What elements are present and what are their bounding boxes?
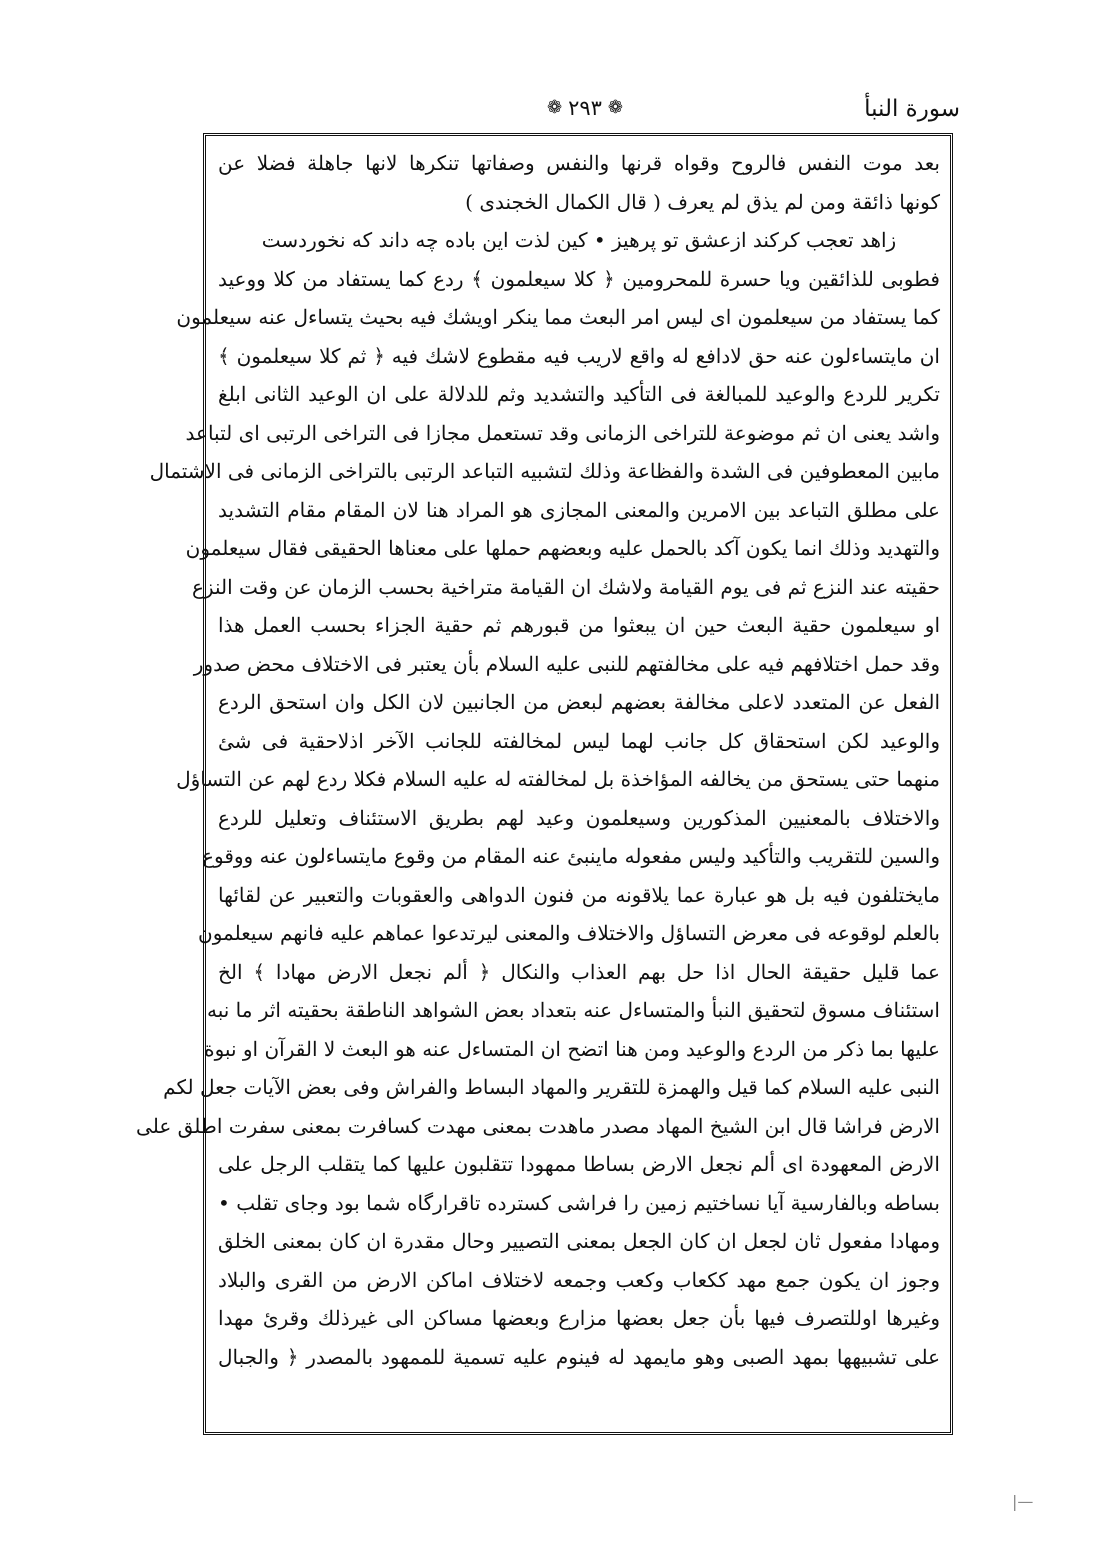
text-line: بالعلم لوقوعه فى معرض التساؤل والاختلاف والمعنى ليرتدعوا عماهم عليه فانهم سيعلمون	[198, 921, 940, 945]
text-line: عما قليل حقيقة الحال اذا حل بهم العذاب والنكال ﴿ ألم نجعل الارض مهادا ﴾ الخ	[218, 959, 940, 984]
page-number-block	[530, 96, 640, 120]
page-header	[200, 96, 960, 128]
text-line: مايختلفون فيه بل هو عبارة عما يلاقونه من فنون الدواهى والعقوبات والتعبير عن لقائها	[218, 882, 940, 907]
text-line: والتهديد وذلك انما يكون آكد بالحمل عليه وبعضهم حملها على معناها الحقيقى فقال سيعلمون	[185, 536, 940, 560]
ornament-icon: ❁	[546, 97, 563, 118]
text-line: على تشبيهها بمهد الصبى وهو مايمهد له فينوم عليه تسمية للممهود بالمصدر ﴿ والجبال	[218, 1344, 940, 1369]
text-line: واشد يعنى ان ثم موضوعة للتراخى الزمانى وقد تستعمل مجازا فى التراخى الرتبى اى لتباعد	[185, 420, 940, 445]
text-line: او سيعلمون حقية البعث حين ان يبعثوا من قبورهم ثم حقية الجزاء بحسب العمل هذا	[218, 613, 940, 637]
text-line: منهما حتى يستحق من يخالفه المؤاخذة بل لمخالفته له عليه السلام فكلا ردع لهم عن التساؤل	[176, 767, 940, 791]
text-line: والوعيد لكن استحقاق كل جانب لهما ليس لمخالفته للجانب الآخر اذلاحقية فى شئ	[218, 728, 940, 753]
surah-title: سورة النبأ	[864, 96, 960, 122]
text-line: النبى عليه السلام كما قيل والهمزة للتقرير والمهاد البساط والفراش وفى بعض الآيات جعل لكم	[163, 1075, 940, 1099]
text-line: عليها بما ذكر من الردع والوعيد ومن هنا اتضح ان المتساءل عنه هو البعث لا القرآن او نبوة	[204, 1036, 940, 1061]
text-line: الارض المعهودة اى ألم نجعل الارض بساطا ممهودا تتقلبون عليها كما يتقلب الرجل على	[218, 1152, 940, 1176]
text-line: ان مايتساءلون عنه حق لادافع له واقع لاريب فيه مقطوع لاشك فيه ﴿ ثم كلا سيعلمون ﴾	[218, 343, 940, 368]
text-line: استئناف مسوق لتحقيق النبأ والمتساءل عنه بتعداد بعض الشواهد الناطقة بحقيته اثر ما نبه	[206, 998, 940, 1022]
text-line: وغيرها اوللتصرف فيها بأن جعل بعضها مزارع وبعضها مساكن الى غيرذلك وقرئ مهدا	[218, 1306, 940, 1330]
text-line: على مطلق التباعد بين الامرين والمعنى المجازى هو المراد هنا لان المقام مقام التشديد	[218, 497, 940, 522]
text-body	[136, 144, 940, 1376]
text-line: تكرير للردع والوعيد للمبالغة فى التأكيد والتشديد وثم للدلالة على ان الوعيد الثانى ابلغ	[218, 382, 940, 406]
text-line: مابين المعطوفين فى الشدة والفظاعة وذلك لتشبيه التباعد الرتبى بالتراخى الزمانى فى الاشتمال	[149, 459, 940, 483]
text-line: الفعل عن المتعدد لاعلى مخالفة بعضهم لبعض من الجانبين لان الكل وان استحق الردع	[218, 690, 940, 714]
persian-verse-line: زاهد تعجب كركند ازعشق تو پرهيز • كين لذت اين باده چه داند كه نخوردست	[261, 228, 897, 252]
text-line: فطوبى للذائقين ويا حسرة للمحرومين ﴿ كلا سيعلمون ﴾ ردع كما يستفاد من كلا ووعيد	[218, 266, 940, 291]
text-line: كونها ذائقة ومن لم يذق لم يعرف ( قال الكمال الخجندى )	[465, 189, 940, 214]
ornament-icon: ❁	[607, 97, 624, 118]
text-line: وقد حمل اختلافهم فيه على مخالفتهم للنبى عليه السلام بأن يعتبر فى الاختلاف محض صدور	[193, 651, 940, 676]
text-line: بساطه وبالفارسية آيا نساختيم زمين را فراشى كسترده تاقرارگاه شما بود وجاى تقلب •	[218, 1190, 940, 1215]
text-line: والسين للتقريب والتأكيد وليس مفعوله ماينبئ عنه المقام من وقوع مايتساءلون عنه ووقوع	[202, 844, 940, 868]
text-line: كما يستفاد من سيعلمون اى ليس امر البعث مما ينكر اويشك فيه بحيث يتساءل عنه سيعلمون	[176, 305, 940, 329]
text-line: بعد موت النفس فالروح وقواه قرنها والنفس وصفاتها تنكرها لانها جاهلة فضلا عن	[218, 151, 940, 175]
text-line: الارض فراشا قال ابن الشيخ المهاد مصدر ماهدت بمعنى مهدت كسافرت بمعنى سفرت اطلق على	[136, 1113, 940, 1138]
page-number: ٢٩٣	[568, 96, 602, 120]
text-line: والاختلاف بالمعنيين المذكورين وسيعلمون وعيد لهم بطريق الاستئناف وتعليل للردع	[218, 805, 940, 830]
margin-mark: |—	[1012, 1492, 1034, 1511]
text-line: ومهادا مفعول ثان لجعل ان كان الجعل بمعنى التصيير وحال مقدرة ان كان بمعنى الخلق	[218, 1229, 940, 1253]
text-line: وجوز ان يكون جمع مهد ككعاب وكعب وجمعه لاختلاف اماكن الارض من القرى والبلاد	[218, 1267, 940, 1292]
text-line: حقيته عند النزع ثم فى يوم القيامة ولاشك ان القيامة متراخية بحسب الزمان عن وقت النزع	[192, 574, 940, 599]
